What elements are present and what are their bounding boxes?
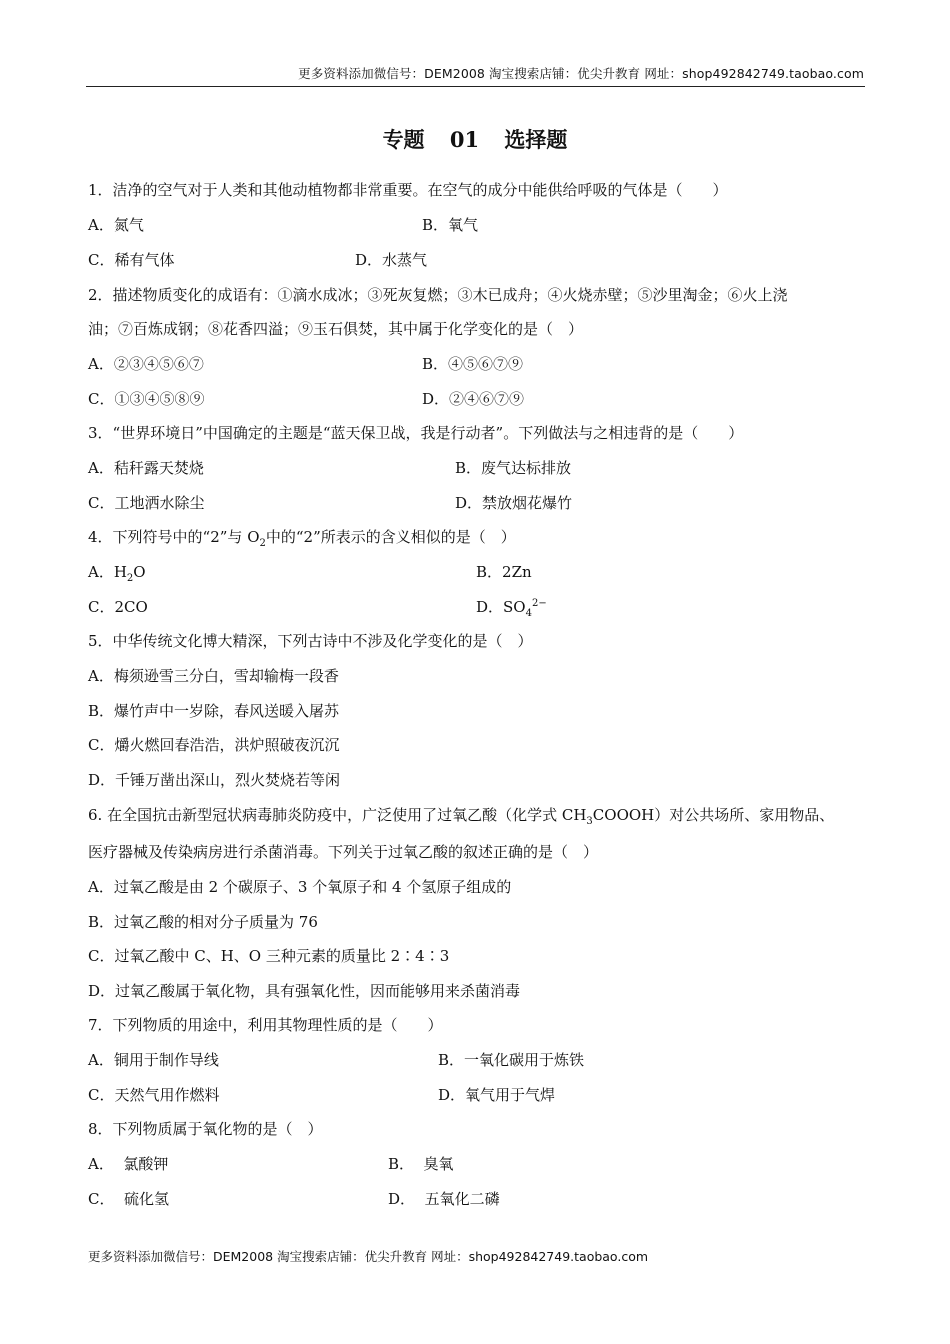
page-header: 更多资料添加微信号：DEM2008 淘宝搜索店铺：优尖升教育 网址：shop492842749.taobao.com: [298, 66, 864, 81]
question-6-option-a: A．过氧乙酸是由 2 个碳原子、3 个氧原子和 4 个氢原子组成的: [88, 878, 512, 896]
question-7-option-a: A．铜用于制作导线: [88, 1051, 219, 1069]
question-5-option-b: B．爆竹声中一岁除，春风送暖入屠苏: [88, 702, 340, 720]
question-2-option-a: A．②③④⑤⑥⑦: [88, 355, 204, 373]
superscript: 2−: [531, 598, 547, 609]
question-4-stem-text: 中的“2”所表示的含义相似的是（ ）: [265, 528, 516, 546]
question-6-stem-text: COOOH）对公共场所、家用物品、: [592, 806, 835, 824]
question-3-option-b: B．废气达标排放: [455, 459, 572, 477]
header-divider: [86, 86, 865, 87]
question-1-option-c: C．稀有气体: [88, 251, 175, 269]
question-5-option-a: A．梅须逊雪三分白，雪却输梅一段香: [88, 667, 339, 685]
question-2-option-d: D．②④⑥⑦⑨: [422, 390, 525, 408]
question-6-option-b: B．过氧乙酸的相对分子质量为 76: [88, 913, 318, 931]
subscript: 2: [126, 573, 134, 584]
question-4-option-b: B．2Zn: [476, 563, 532, 581]
question-4-option-c: C．2CO: [88, 598, 148, 616]
subscript: 3: [586, 816, 593, 827]
question-5-stem: 5．中华传统文化博大精深，下列古诗中不涉及化学变化的是（ ）: [88, 632, 533, 650]
option-text: D．SO: [476, 598, 526, 616]
question-8-option-d: D． 五氧化二磷: [388, 1190, 500, 1208]
option-text: O: [133, 563, 146, 581]
question-1-option-b: B．氧气: [422, 216, 479, 234]
question-5-option-c: C．爝火燃回春浩浩，洪炉照破夜沉沉: [88, 736, 340, 754]
question-7-option-b: B．一氧化碳用于炼铁: [438, 1051, 585, 1069]
question-3-option-a: A．秸秆露天焚烧: [88, 459, 204, 477]
question-4-option-a: [88, 562, 146, 582]
question-1-stem: 1．洁净的空气对于人类和其他动植物都非常重要。在空气的成分中能供给呼吸的气体是（ ）: [88, 181, 728, 199]
page-footer: 更多资料添加微信号：DEM2008 淘宝搜索店铺：优尖升教育 网址：shop492842749.taobao.com: [88, 1249, 649, 1264]
question-3-option-c: C．工地洒水除尘: [88, 494, 205, 512]
question-7-stem: 7．下列物质的用途中，利用其物理性质的是（ ）: [88, 1016, 443, 1034]
question-2-option-c: C．①③④⑤⑧⑨: [88, 390, 205, 408]
question-7-option-d: D．氧气用于气焊: [438, 1086, 556, 1104]
question-5-option-d: D．千锤万凿出深山，烈火焚烧若等闲: [88, 771, 341, 789]
question-6-stem-line1: [88, 805, 834, 825]
question-6-option-c: C．过氧乙酸中 C、H、O 三种元素的质量比 2∶4∶3: [88, 947, 450, 965]
question-2-stem-line2: 油；⑦百炼成钢；⑧花香四溢；⑨玉石俱焚，其中属于化学变化的是（ ）: [88, 320, 584, 338]
question-1-option-d: D．水蒸气: [355, 251, 428, 269]
question-8-option-a: A． 氯酸钾: [88, 1155, 169, 1173]
question-6-stem-text: 6. 在全国抗击新型冠状病毒肺炎防疫中，广泛使用了过氧乙酸（化学式 CH: [88, 806, 587, 824]
option-text: A．H: [88, 563, 127, 581]
page-title: 专题 01 选择题: [382, 127, 568, 152]
question-8-option-c: C． 硫化氢: [88, 1190, 170, 1208]
question-3-option-d: D．禁放烟花爆竹: [455, 494, 573, 512]
question-8-option-b: B． 臭氧: [388, 1155, 454, 1173]
question-1-option-a: A．氮气: [88, 216, 144, 234]
question-3-stem: 3．“世界环境日”中国确定的主题是“蓝天保卫战，我是行动者”。下列做法与之相违背的是（ ）: [88, 424, 744, 442]
question-4-stem: [88, 527, 516, 547]
subscript: 4: [525, 608, 532, 619]
question-6-stem-line2: 医疗器械及传染病房进行杀菌消毒。下列关于过氧乙酸的叙述正确的是（ ）: [88, 843, 599, 861]
question-6-option-d: D．过氧乙酸属于氧化物，具有强氧化性，因而能够用来杀菌消毒: [88, 982, 521, 1000]
question-8-stem: 8．下列物质属于氧化物的是（ ）: [88, 1120, 323, 1138]
subscript: 2: [259, 538, 266, 549]
question-2-stem-line1: 2．描述物质变化的成语有：①滴水成冰；③死灰复燃；③木已成舟；④火烧赤壁；⑤沙里淘金；⑥火上浇: [88, 286, 788, 304]
question-2-option-b: B．④⑤⑥⑦⑨: [422, 355, 524, 373]
question-4-stem-text: 4．下列符号中的“2”与 O: [88, 528, 260, 546]
question-7-option-c: C．天然气用作燃料: [88, 1086, 220, 1104]
question-4-option-d: [476, 597, 547, 617]
